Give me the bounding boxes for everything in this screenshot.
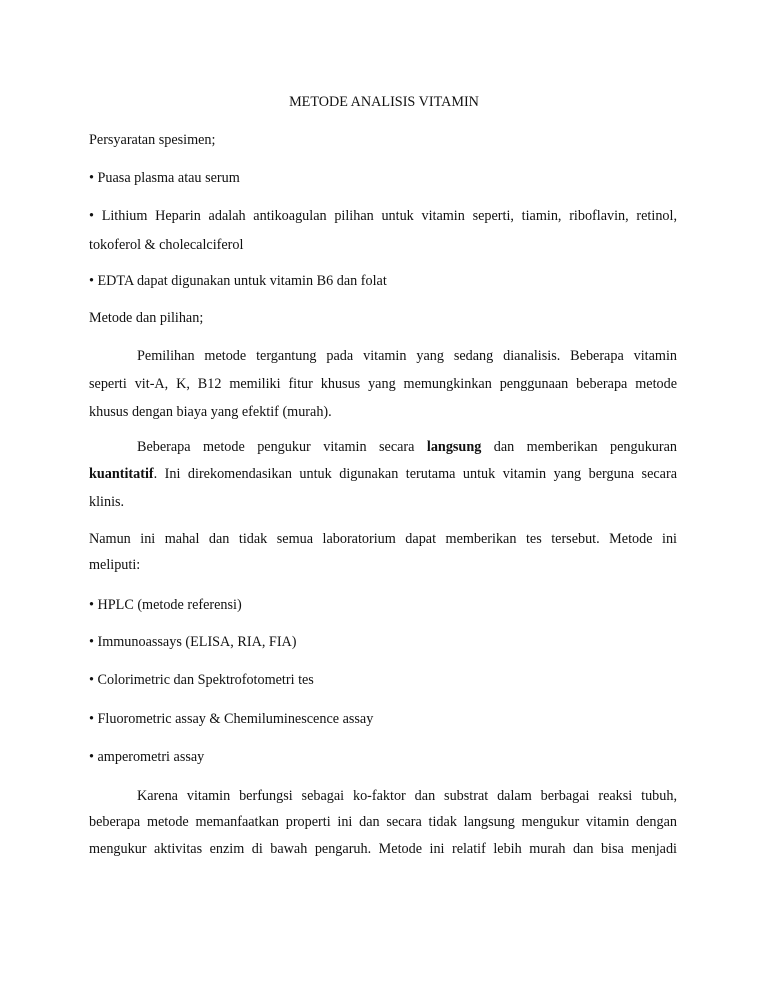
- specimen-heading: Persyaratan spesimen;: [89, 132, 216, 148]
- paragraph-line: seperti vit-A, K, B12 memiliki fitur khusus yang memungkinkan penggunaan beberapa metode: [89, 376, 677, 392]
- paragraph-line: Pemilihan metode tergantung pada vitamin yang sedang dianalisis. Beberapa vitamin: [137, 348, 677, 364]
- bullet-continuation: tokoferol & cholecalciferol: [89, 237, 244, 253]
- paragraph-line: [137, 438, 677, 456]
- paragraph-line: Namun ini mahal dan tidak semua laboratorium dapat memberikan tes tersebut. Metode ini: [89, 531, 677, 547]
- paragraph-line: klinis.: [89, 494, 125, 510]
- bullet-item: • amperometri assay: [89, 749, 205, 765]
- paragraph-line: khusus dengan biaya yang efektif (murah).: [89, 404, 332, 420]
- methods-heading: Metode dan pilihan;: [89, 310, 204, 326]
- text-run: dan memberikan pengukuran: [481, 439, 678, 455]
- bold-term-langsung: langsung: [426, 439, 482, 455]
- bullet-item: • Puasa plasma atau serum: [89, 170, 240, 186]
- bold-term-kuantitatif: kuantitatif: [89, 466, 154, 482]
- page-title: METODE ANALISIS VITAMIN: [289, 94, 479, 110]
- paragraph-line: [89, 465, 677, 483]
- bullet-item: • Immunoassays (ELISA, RIA, FIA): [89, 634, 297, 650]
- paragraph-line: beberapa metode memanfaatkan properti ini dan secara tidak langsung mengukur vitamin dengan: [89, 814, 677, 830]
- bullet-item: • Colorimetric dan Spektrofotometri tes: [89, 672, 314, 688]
- paragraph-line: mengukur aktivitas enzim di bawah pengaruh. Metode ini relatif lebih murah dan bisa menjadi: [89, 841, 677, 857]
- bullet-item: • HPLC (metode referensi): [89, 597, 242, 613]
- text-run: Beberapa metode pengukur vitamin secara: [137, 439, 427, 455]
- bullet-item: • Fluorometric assay & Chemiluminescence assay: [89, 711, 374, 727]
- text-run: . Ini direkomendasikan untuk digunakan terutama untuk vitamin yang berguna secara: [153, 466, 677, 482]
- bullet-item: • Lithium Heparin adalah antikoagulan pilihan untuk vitamin seperti, tiamin, riboflavin, retinol,: [89, 208, 677, 224]
- paragraph-line: Karena vitamin berfungsi sebagai ko-faktor dan substrat dalam berbagai reaksi tubuh,: [137, 788, 677, 804]
- bullet-item: • EDTA dapat digunakan untuk vitamin B6 dan folat: [89, 273, 387, 289]
- paragraph-line: meliputi:: [89, 557, 141, 573]
